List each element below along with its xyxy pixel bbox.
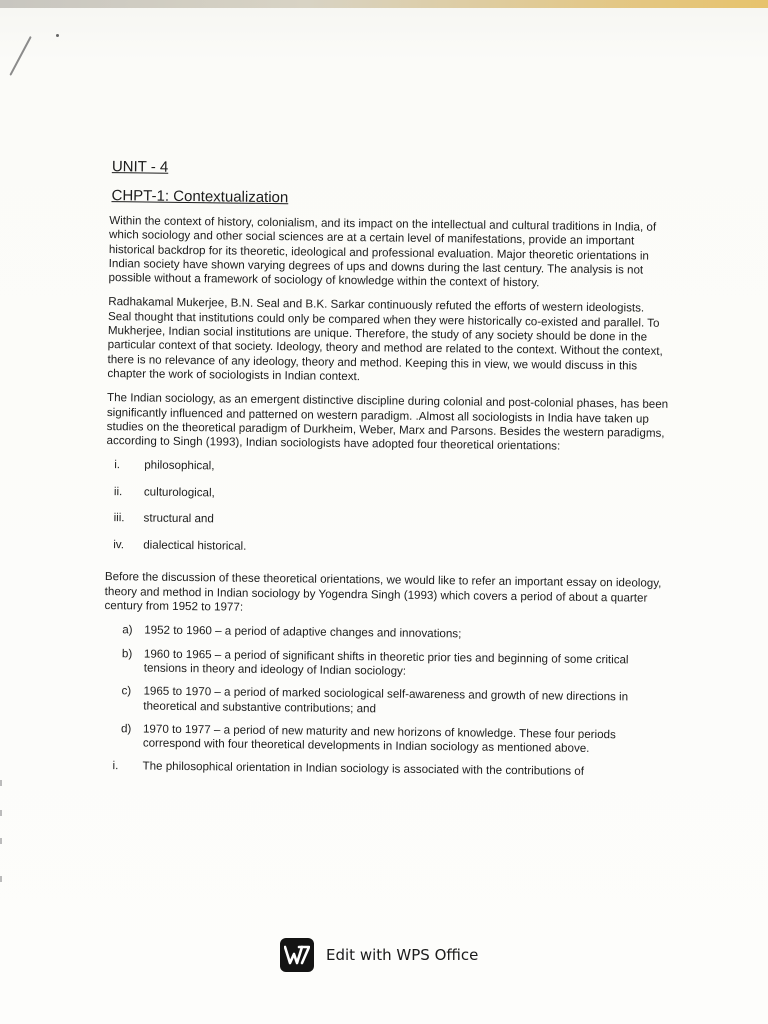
final-list-item (98, 759, 664, 780)
list-item (100, 623, 666, 644)
list-item (101, 538, 667, 571)
wps-logo-icon (280, 938, 314, 972)
list-marker: i. (112, 759, 119, 773)
list-item (99, 684, 665, 720)
left-edge-marks (0, 780, 4, 900)
chapter-title: CHPT-1: Contextualization (111, 187, 289, 207)
list-marker: a) (122, 623, 133, 637)
orientation-list (101, 458, 668, 571)
list-item-text: structural and (143, 511, 214, 526)
paragraph-2: Radhakamal Mukerjee, B.N. Seal and B.K. Sarkar continuously refuted the efforts of western ideologists. Seal thought that institutions could only be compared when they were historically co-existed and parallel. To Mukherjee, Indian social institutions are unique. Therefore, the study of any society should be done in the particular context of that society. Ideology, theory and method are related to the context. Without the context, there is no relevance of any ideology, theory and method. Keeping this in view, we would discuss in this chapter the work of sociologists in Indian context. (107, 295, 663, 384)
paragraph-3: The Indian sociology, as an emergent distinctive discipline during colonial and post-colonial phases, has been significantly influenced and patterned on western paradigm. .Almost all sociologists in India have taken up studies on the theoretical paradigm of Durkheim, Weber, Marx and Parsons. Besides the western paradigms, according to Singh (1993), Indian sociologists have adopted four theoretical orientations: (106, 391, 669, 453)
document-body (98, 158, 671, 781)
list-item-text: The philosophical orientation in Indian sociology is associated with the contributions of (142, 759, 585, 779)
list-marker: b) (121, 646, 133, 660)
wps-watermark-label: Edit with WPS Office (326, 946, 479, 964)
list-item (99, 722, 665, 758)
list-item-text: 1965 to 1970 – a period of marked sociological self-awareness and growth of new directions in theoretical and substantive contributions; and (143, 684, 629, 715)
list-marker: iii. (113, 511, 125, 525)
paragraph-1: Within the context of history, colonialism, and its impact on the intellectual and cultural traditions in India, of which sociology and other social sciences are at a certain level of manifestations, provide an important historical backdrop for its theoretic, ideological and professional evaluation. Major theoretic orientations in Indian society have shown varying degrees of ups and downs during the last century. The analysis is not possible without a framework of sociology of knowledge within the context of history. (108, 214, 657, 290)
list-marker: c) (121, 684, 132, 698)
pen-dot (56, 34, 59, 37)
list-marker: d) (120, 722, 132, 736)
list-marker: ii. (113, 485, 123, 499)
list-item-text: culturological, (143, 485, 215, 500)
paragraph-4: Before the discussion of these theoretical orientations, we would like to refer an important essay on ideology, theory and method in Indian sociology by Yogendra Singh (1993) which covers a period of about a quarter century from 1952 to 1977: (104, 570, 662, 614)
list-marker: iv. (113, 538, 125, 552)
list-item-text: philosophical, (144, 458, 215, 473)
list-item-text: 1960 to 1965 – a period of significant shifts in theoretic prior ties and beginning of some critical tensions in theory and ideology of Indian sociology: (143, 647, 629, 678)
list-item-text: 1952 to 1960 – a period of adaptive changes and innovations; (144, 623, 462, 641)
unit-title: UNIT - 4 (111, 158, 169, 176)
list-item-text: 1970 to 1977 – a period of new maturity and new horizons of knowledge. These four periods correspond with four theoretical developments in Indian sociology as mentioned above. (142, 722, 616, 756)
pen-mark (9, 36, 31, 76)
list-marker: i. (114, 458, 121, 472)
wps-watermark[interactable] (280, 938, 478, 972)
period-list (99, 623, 667, 757)
list-item (100, 647, 666, 683)
list-item-text: dialectical historical. (143, 538, 247, 553)
page-top-edge (0, 0, 768, 8)
